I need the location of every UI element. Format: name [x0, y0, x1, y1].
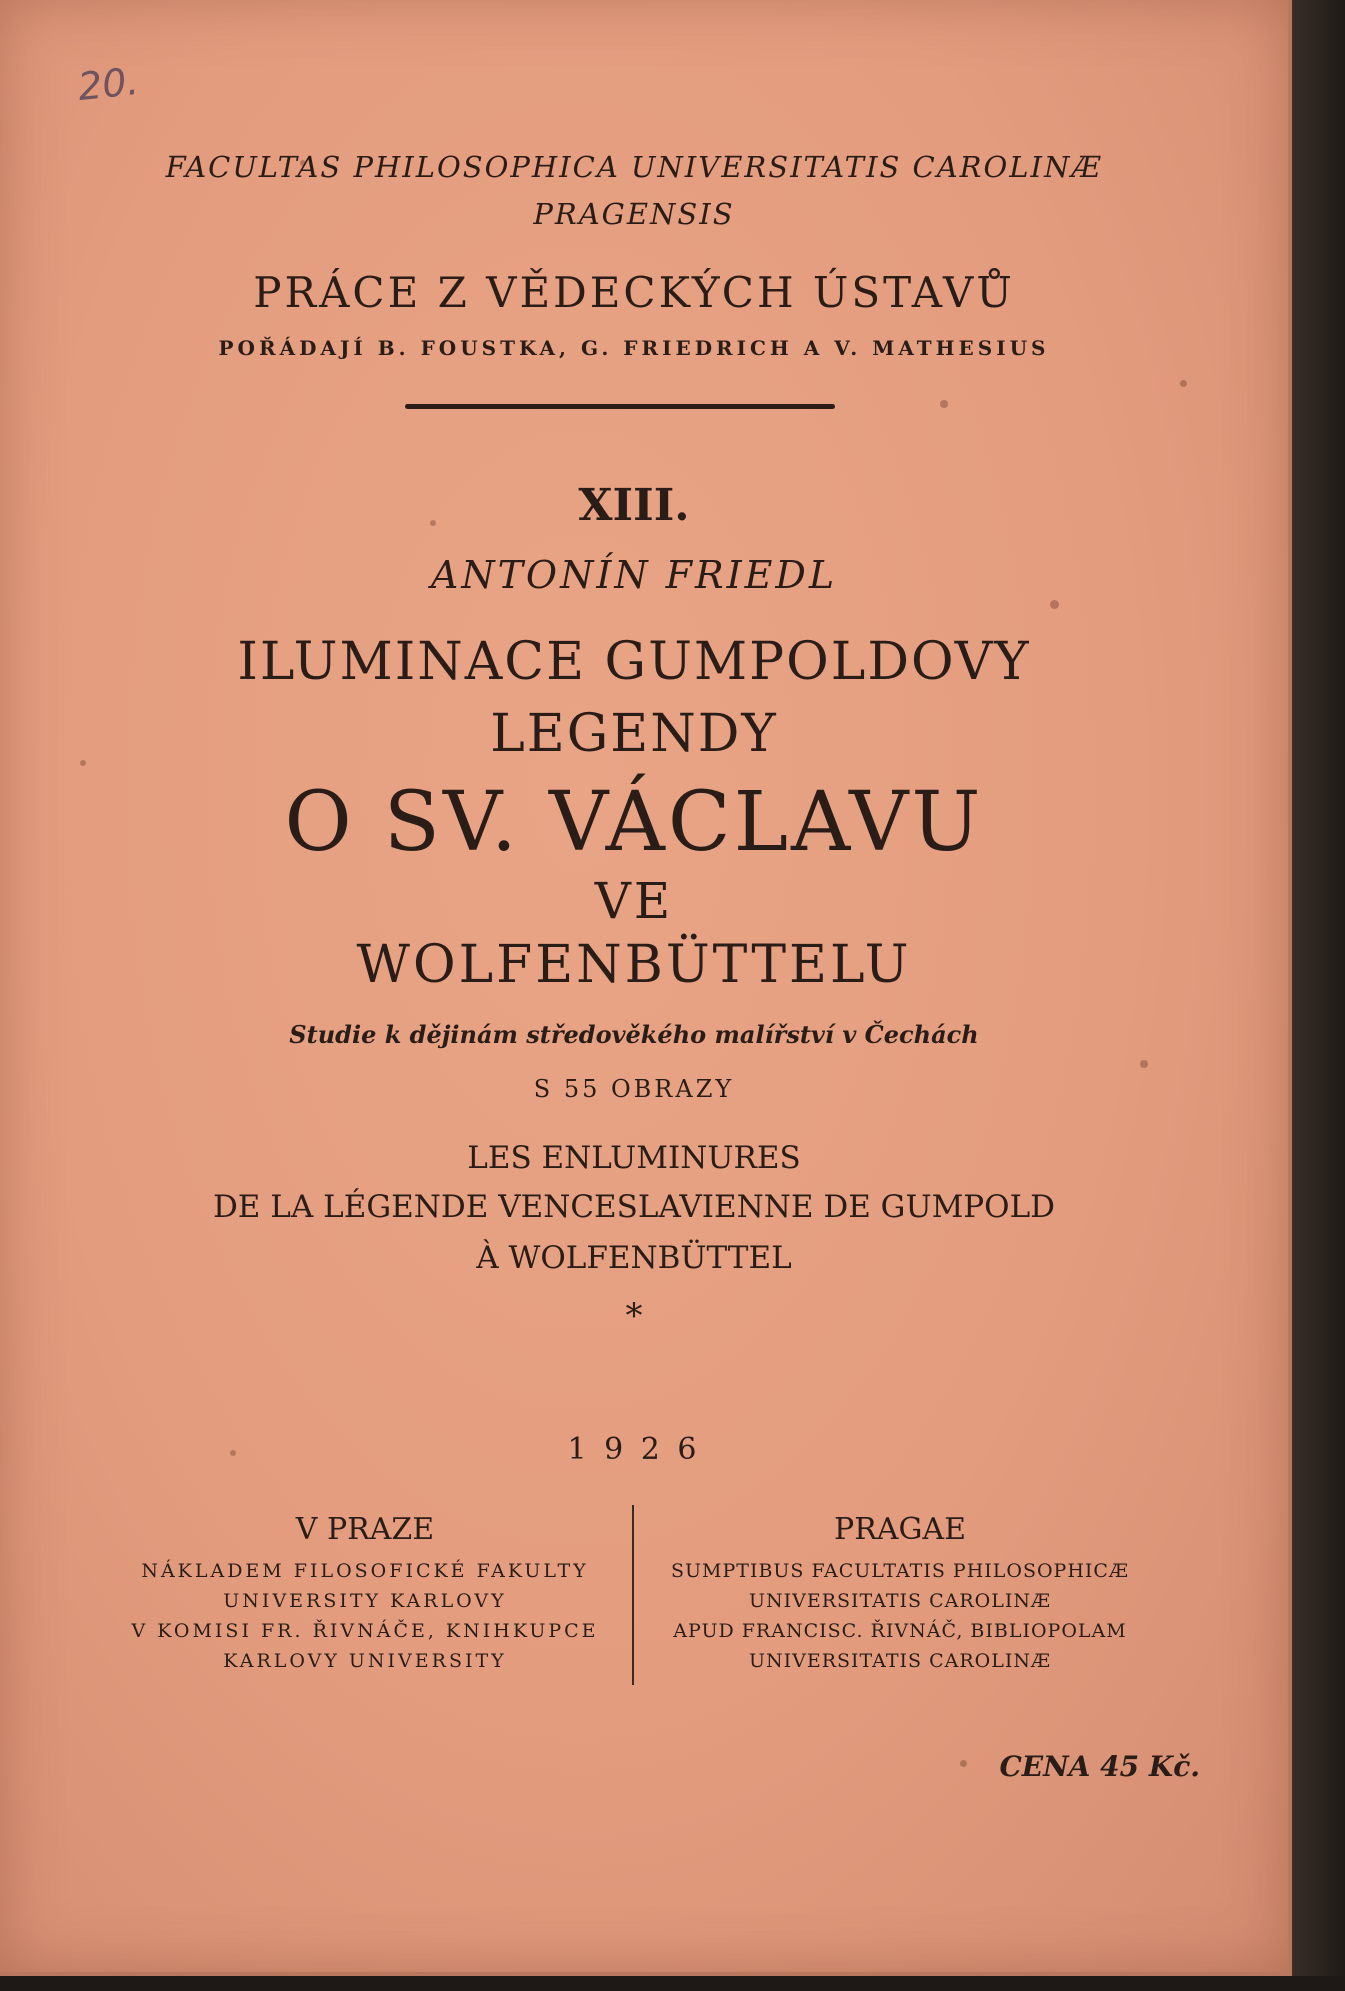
series-editors: POŘÁDAJÍ B. FOUSTKA, G. FRIEDRICH A V. MATHESIUS [218, 336, 1050, 360]
title-line-5: WOLFENBÜTTELU [356, 935, 912, 995]
title-line-1: ILUMINACE GUMPOLDOVY [237, 632, 1031, 692]
left-column-line: NÁKLADEM FILOSOFICKÉ FAKULTY [141, 1560, 589, 1582]
dark-background-bottom [0, 1976, 1345, 1991]
left-column-line: UNIVERSITY KARLOVY [223, 1590, 507, 1612]
subtitle: Studie k dějinám středověkého malířství v Čechách [289, 1020, 979, 1049]
right-column-line: UNIVERSITATIS CAROLINÆ [748, 1650, 1052, 1672]
paper-stain [1050, 600, 1059, 609]
paper-stain [1180, 380, 1187, 387]
left-column-heading: V PRAZE [295, 1512, 435, 1547]
title-line-3: O SV. VÁCLAVU [284, 775, 984, 870]
price-label: CENA 45 Kč. [999, 1750, 1200, 1783]
author-name: ANTONÍN FRIEDL [430, 553, 838, 597]
french-title-line-2: DE LA LÉGENDE VENCESLAVIENNE DE GUMPOLD [212, 1189, 1056, 1225]
french-title-line-1: LES ENLUMINURES [467, 1140, 801, 1176]
title-line-4: VE [594, 872, 674, 930]
column-divider [632, 1505, 634, 1685]
right-column-line: UNIVERSITATIS CAROLINÆ [748, 1590, 1052, 1612]
series-title: PRÁCE Z VĚDECKÝCH ÚSTAVŮ [253, 268, 1015, 317]
right-column-heading: PRAGAE [834, 1512, 966, 1547]
star-ornament: * [625, 1296, 643, 1336]
title-line-2: LEGENDY [490, 704, 778, 764]
dark-background-edge [1288, 0, 1345, 1991]
paper-stain [940, 400, 948, 408]
right-column-line: SUMPTIBUS FACULTATIS PHILOSOPHICÆ [671, 1560, 1129, 1582]
paper-stain [1140, 1060, 1148, 1068]
publication-year: 1 9 2 6 [567, 1432, 701, 1467]
volume-number: XIII. [578, 480, 690, 531]
faculty-city: PRAGENSIS [533, 197, 735, 231]
french-title-line-3: À WOLFENBÜTTEL [476, 1240, 792, 1276]
handwritten-shelf-mark: 20. [75, 58, 141, 110]
illustrations-count: S 55 OBRAZY [533, 1075, 735, 1103]
left-column-line: V KOMISI FR. ŘIVNÁČE, KNIHKUPCE [131, 1620, 599, 1642]
faculty-name: FACULTAS PHILOSOPHICA UNIVERSITATIS CAROLINÆ [165, 150, 1103, 184]
right-column-line: APUD FRANCISC. ŘIVNÁČ, BIBLIOPOLAM [673, 1620, 1127, 1642]
divider-rule [405, 404, 835, 409]
left-column-line: KARLOVY UNIVERSITY [223, 1650, 507, 1672]
